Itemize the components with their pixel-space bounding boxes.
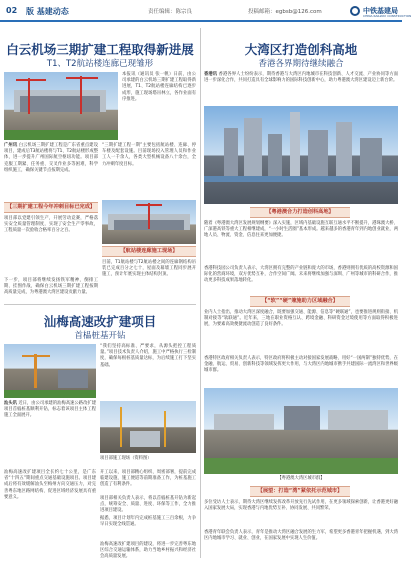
- article1-body1: [4, 143, 98, 199]
- article3-photo2: [100, 401, 196, 453]
- article1-body5: 目前，T1航站楼与T2航站楼之间的连廊钢结构吊装已完成百分之七十，屋面及幕墙工程同步展开施工，预计年底实现主体结构封顶。: [102, 260, 196, 278]
- article3-body1-text: 近日，由公司承建的汕梅高速公路改扩建项目首榀桩基顺利开钻，标志着该项目主体工程施工全面展开。: [4, 401, 97, 419]
- logo-icon: [350, 6, 360, 16]
- article1-subhead: 【三期扩建工程今年冲刺目标已完成】: [4, 202, 98, 213]
- article1-title: 白云机场三期扩建工程取得新进展: [6, 42, 194, 57]
- article1-lead: 广州讯: [4, 143, 18, 148]
- section-name: 版 基建动态: [26, 7, 69, 16]
- column-divider: [200, 28, 201, 558]
- page-number: 02: [6, 6, 18, 15]
- article1-intro: 本报讯（通讯员 张一帆）日前，由公司承建的白云机场三期扩建工程取得新进展，T1、T2航站楼连廊结构已逐步成形，施工现场塔吊林立，各作业面有序推进。: [122, 72, 196, 102]
- page-header: [0, 0, 411, 22]
- article1-subtitle: T1、T2航站楼连廊已现雏形: [46, 59, 154, 69]
- article2-title: 大湾区打造创科高地: [244, 42, 358, 57]
- article1-photo-caption: 【航站楼连廊施工现场】: [102, 246, 196, 257]
- article1-photo: [4, 72, 118, 140]
- article2-photo2: [204, 388, 398, 474]
- article1-body2: “三期扩建工程一期”主要包括航站楼、连廊、停车楼及配套设施。目前现场投入管理人员和作业工人一千余人，各类大型机械设备八十余台，全力冲刺年度目标。: [102, 143, 196, 167]
- article3-body4: 项目部相关负责人表示，将以首榀桩基开钻为新起点，统筹安全、质量、进度、环保等工作，全力推进项目建设。: [100, 496, 196, 514]
- article1-photo2: [102, 200, 196, 244]
- article2-subhead1: 【粤港澳合力打造创科高地】: [250, 207, 350, 218]
- article-divider: [4, 304, 196, 305]
- article3-body3: 开工以来，项目部精心组织、周密部署，提前完成临建设施、施工便道等前期准备工作，为桩基施工创造了有利条件。: [100, 470, 196, 488]
- editor-credit: 责任编辑：陈宗良: [148, 9, 193, 15]
- article2-body1: [204, 72, 398, 104]
- article3-body7: 汕梅高速改扩建项目的建设，将进一步完善粤东地区综合交通运输体系，助力当地乡村振兴和经济社会高质量发展。: [100, 542, 196, 560]
- article3-title: 汕梅高速改扩建项目: [43, 314, 157, 329]
- article3-lead: 汕头讯: [4, 401, 17, 406]
- article2-body2: 随着《粤港澳大湾区发展规划纲要》深入实施，区域内基础设施互联互通水平不断提升，港珠澳大桥、广深港高铁等重大工程相继建成，“一小时生活圈”基本形成。越来越多的香港青年到内地创业就业，两地人员、物流、资金、信息往来更加便捷。: [204, 221, 398, 239]
- newspaper-logo: [350, 5, 411, 18]
- article3-body6: 据悉，项目计划年内完成桩基施工三百余根，力争早日实现全线贯通。: [100, 516, 196, 528]
- article2-body6: 多位受访人士表示，期待大湾区继续发挥改革开放先行先试作用，在更多领域探索创新，让香港更好融入国家发展大局，实现香港与内地优势互补、协同发展、共同繁荣。: [204, 500, 398, 512]
- article2-subhead2: 【“软”“硬”兼施助力区域融合】: [250, 296, 350, 307]
- article2-subhead3: 【展望：打造“湾”紧依托示范城市】: [250, 486, 350, 497]
- article2-body4: 业内人士指出，推动大湾区深度融合，既要加强交通、能源、信息等“硬联通”，也要推进规则衔接、机制对接等“软联通”。近年来，三地在职业资格互认、跨境金融、科研资金过境使用等方面取得积极进展，为要素高效便捷流动创造了良好条件。: [204, 310, 398, 328]
- article2-body7: 香港青年联会负责人表示，青年是推动大湾区融合发展的生力军，希望更多香港青年把握机遇，到大湾区内地城市学习、就业、创业，在国家发展中实现人生价值。: [204, 530, 398, 542]
- submission-email: 投稿邮箱：egbsb@126.com: [248, 9, 322, 15]
- article1-body1-text: 白云机场三期扩建工程是广东省重点建设项目，建成后T3航站楼将与T1、T2航站楼形成整体，进一步提升广州国际航空枢纽功能。项目部克服工期紧、任务重、交叉作业多等困难，科学组织施工，确保关键节点按期完成。: [4, 143, 98, 173]
- article2-body5: 香港特区政府相关负责人表示，特区政府将积极主动对接国家发展战略，用好“一国两制”独特优势，在金融、航运、贸易、创新科技等领域发挥更大作用，与大湾区内地城市携手共建国际一流湾区和世界级城市群。: [204, 356, 398, 374]
- article3-body2: 汕梅高速改扩建项目全长约七十公里，是广东省“十四五”期间重点交通基础设施项目。项目建成后将有效缓解汕头至梅州方向交通压力，对完善粤东地区路网结构、促进区域经济发展具有重要意义。: [4, 470, 96, 500]
- article2-subtitle: 香港各界期待继续融合: [258, 59, 344, 69]
- article2-photo: [204, 106, 398, 204]
- right-photo-caption: 【粤港澳大湾区城市群】: [277, 476, 325, 481]
- logo-text: 中铁基建局: [363, 7, 398, 15]
- article3-body5: “我们坚持高标准、严要求，从源头把控工程质量。”项目技术负责人介绍，施工中严格执行三检制度，确保每根桩基质量达标，为后续施工打下坚实基础。: [100, 344, 196, 368]
- article1-body3: 项目部以党建引领生产，开展劳动竞赛，严格落实安全质量管理制度，实现了安全生产零事故，工程质量一次验收合格率百分之百。: [4, 216, 98, 234]
- article3-subtitle: 首榀桩基开钻: [74, 331, 126, 341]
- article2-lead: 香港讯: [204, 72, 218, 77]
- logo-subtext: CHINA RAILWAY CONSTRUCTION: [363, 14, 411, 18]
- article2-body3: 香港科技园公司负责人表示，大湾区拥有完整的产业链和庞大的市场，香港则拥有优质的高校资源和国际化的营商环境，双方优势互补，合作空间广阔。未来将继续加强与深圳、广州等城市的科研合作，推动更多科技成果落地转化。: [204, 266, 398, 284]
- article3-photo-caption: 项目部施工现场（资料图）: [100, 456, 152, 461]
- article3-photo: [4, 344, 96, 398]
- article3-body1: [4, 401, 96, 467]
- article2-body1-text: 香港各界人士纷纷表示，期待香港与大湾区内地城市在科技创新、人才交流、产业协同等方面进一步深化合作，共同打造具有全球影响力的国际科技创新中心，助力粤港澳大湾区建设迈上新台阶。: [204, 72, 399, 84]
- article1-body4: 下一步，项目部将继续发扬铁军精神，倒排工期、挂图作战，确保白云机场三期扩建工程按期高质量完成，为粤港澳大湾区建设贡献力量。: [4, 278, 98, 296]
